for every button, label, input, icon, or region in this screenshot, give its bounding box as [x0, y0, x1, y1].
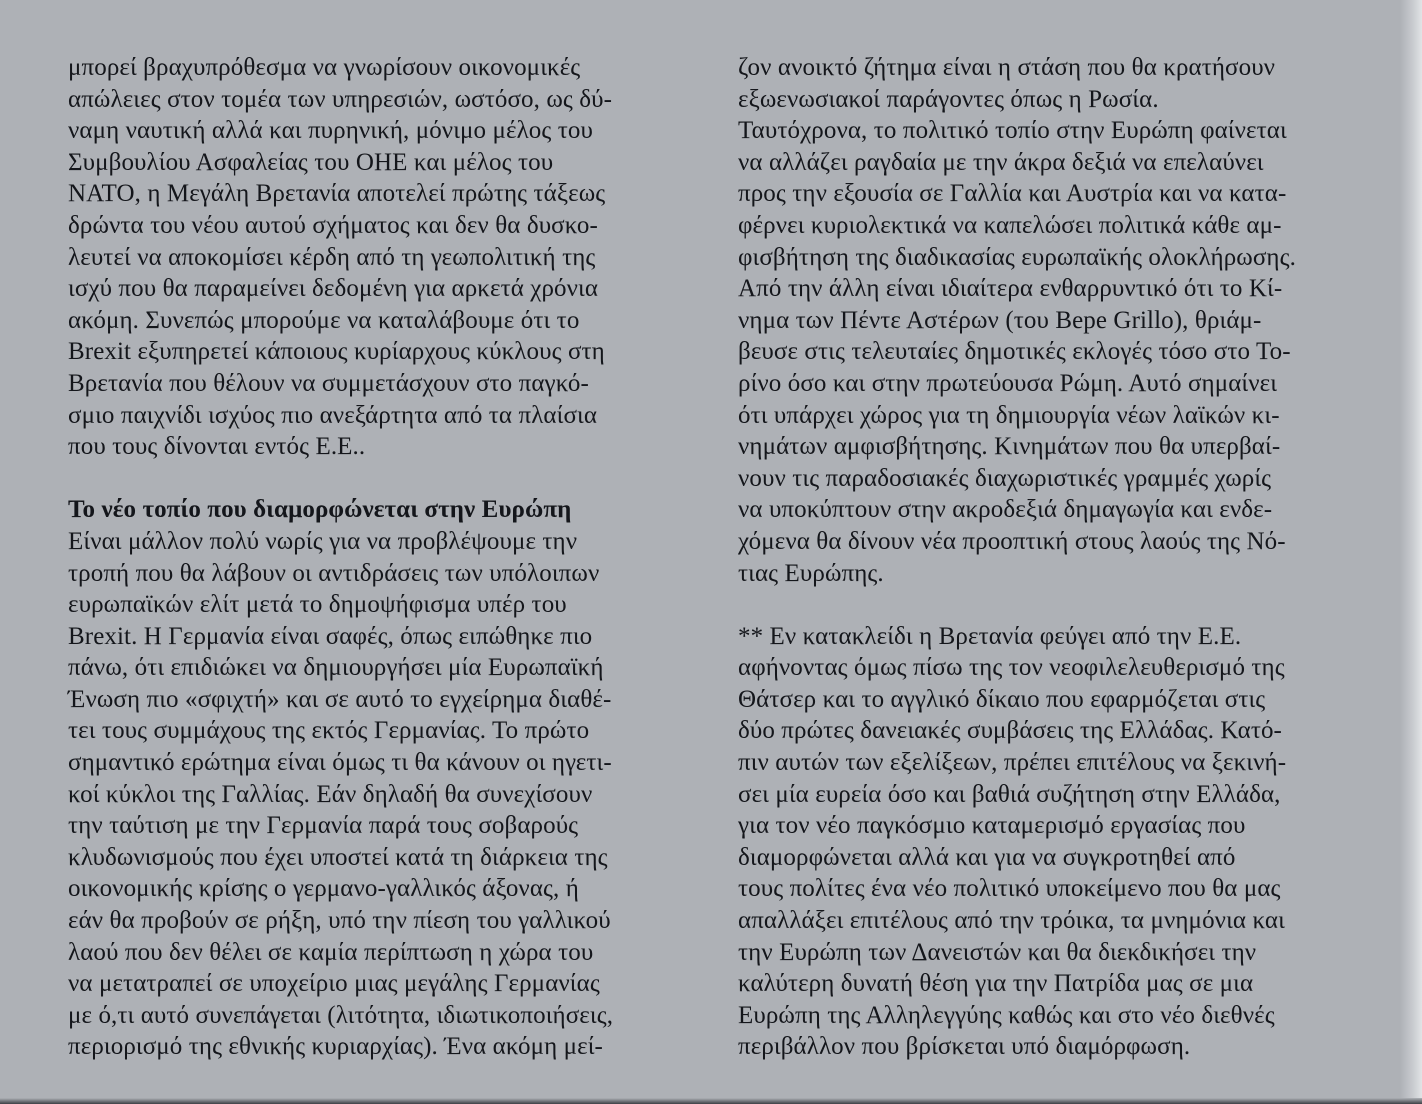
paragraph-gap	[68, 463, 698, 495]
text-line: σει μία ευρεία όσο και βαθιά συζήτηση στην Ελλάδα,	[738, 780, 1281, 808]
text-line: για τον νέο παγκόσμιο καταμερισμό εργασίας που	[738, 812, 1246, 840]
right-column	[738, 52, 1368, 1063]
text-line: χόμενα θα δίνουν νέα προοπτική στους λαούς της Νό-	[738, 527, 1286, 555]
text-line: φισβήτηση της διαδικασίας ευρωπαϊκής ολοκλήρωσης.	[738, 243, 1296, 271]
paragraph-european-landscape	[68, 526, 698, 1063]
text-line: πιν αυτών των εξελίξεων, πρέπει επιτέλους να ξεκινή-	[738, 749, 1287, 777]
text-line: δρώντα του νέου αυτού σχήματος και δεν θα δυσκο-	[68, 211, 598, 239]
text-line: ισχύ που θα παραμείνει δεδομένη για αρκετά χρόνια	[68, 275, 599, 303]
text-line: μπορεί βραχυπρόθεσμα να γνωρίσουν οικονομικές	[68, 54, 581, 81]
text-line: την Ευρώπη των Δανειστών και θα διεκδικήσει την	[738, 938, 1257, 966]
section-heading: Το νέο τοπίο που διαμορφώνεται στην Ευρώπη	[68, 496, 572, 524]
text-line: με ό,τι αυτό συνεπάγεται (λιτότητα, ιδιωτικοποιήσεις,	[68, 1001, 614, 1029]
text-line: ζον ανοικτό ζήτημα είναι η στάση που θα κρατήσουν	[738, 54, 1276, 81]
text-line: Ταυτόχρονα, το πολιτικό τοπίο στην Ευρώπη φαίνεται	[738, 117, 1287, 145]
text-line: Ένωση πιο «σφιχτή» και σε αυτό το εγχείρημα διαθέ-	[68, 685, 612, 713]
text-line: νημα των Πέντε Αστέρων (του Bepe Grillo), θριάμ-	[738, 306, 1262, 334]
text-line: απαλλάξει επιτέλους από την τρόικα, τα μνημόνια και	[738, 907, 1285, 935]
text-line: σμιο παιχνίδι ισχύος πιο ανεξάρτητα από τα πλαίσια	[68, 401, 598, 429]
text-line: ακόμη. Συνεπώς μπορούμε να καταλάβουμε ότι το	[68, 306, 580, 334]
text-line: Είναι μάλλον πολύ νωρίς για να προβλέψουμε την	[68, 527, 578, 555]
text-line: λευτεί να αποκομίσει κέρδη από τη γεωπολιτική της	[68, 243, 596, 271]
text-line: κοί κύκλοι της Γαλλίας. Εάν δηλαδή θα συνεχίσουν	[68, 780, 593, 808]
text-line: σημαντικό ερώτημα είναι όμως τι θα κάνουν οι ηγετι-	[68, 749, 612, 777]
paragraph-conclusion	[738, 621, 1368, 1063]
text-line: νουν τις παραδοσιακές διαχωριστικές γραμμές χωρίς	[738, 464, 1272, 492]
text-line: τει τους συμμάχους της εκτός Γερμανίας. Το πρώτο	[68, 717, 590, 745]
text-line: βευσε στις τελευταίες δημοτικές εκλογές τόσο στο Το-	[738, 338, 1291, 366]
text-line: Ευρώπη της Αλληλεγγύης καθώς και στο νέο διεθνές	[738, 1001, 1275, 1029]
text-line: καλύτερη δυνατή θέση για την Πατρίδα μας σε μια	[738, 970, 1254, 998]
text-line: εξωενωσιακοί παράγοντες όπως η Ρωσία.	[738, 85, 1159, 113]
text-line: διαμορφώνεται αλλά και για να συγκροτηθεί από	[738, 843, 1236, 871]
text-line: να υποκύπτουν στην ακροδεξιά δημαγωγία και ενδε-	[738, 496, 1273, 524]
text-line: αφήνοντας όμως πίσω της τον νεοφιλελευθερισμό της	[738, 654, 1285, 682]
text-line: νημάτων αμφισβήτησης. Κινημάτων που θα υπερβαί-	[738, 433, 1281, 461]
text-line: ** Εν κατακλείδι η Βρετανία φεύγει από την Ε.Ε.	[738, 622, 1242, 650]
text-line: Brexit εξυπηρετεί κάποιους κυρίαρχους κύκλους στη	[68, 338, 605, 366]
text-line: κλυδωνισμούς που έχει υποστεί κατά τη διάρκεια της	[68, 843, 608, 871]
text-line: περιορισμό της εθνικής κυριαρχίας). Ένα ακόμη μεί-	[68, 1033, 603, 1061]
text-line: προς την εξουσία σε Γαλλία και Αυστρία και να κατα-	[738, 180, 1287, 208]
text-line: οικονομικής κρίσης ο γερμανο-γαλλικός άξονας, ή	[68, 875, 579, 903]
text-line: ότι υπάρχει χώρος για τη δημιουργία νέων λαϊκών κι-	[738, 401, 1280, 429]
text-line: ΝΑΤΟ, η Μεγάλη Βρετανία αποτελεί πρώτης τάξεως	[68, 180, 606, 208]
text-line: δύο πρώτες δανειακές συμβάσεις της Ελλάδας. Κατό-	[738, 717, 1282, 745]
text-line: φέρνει κυριολεκτικά να καπελώσει πολιτικά κάθε αμ-	[738, 211, 1282, 239]
text-line: Θάτσερ και το αγγλικό δίκαιο που εφαρμόζεται στις	[738, 685, 1266, 713]
text-line: εάν θα προβούν σε ρήξη, υπό την πίεση του γαλλικού	[68, 907, 611, 935]
paragraph-political-landscape	[738, 52, 1368, 589]
page-edge-right	[1400, 0, 1422, 1104]
text-line: Brexit. Η Γερμανία είναι σαφές, όπως ειπώθηκε πιο	[68, 622, 593, 650]
text-line: να μετατραπεί σε υποχείριο μιας μεγάλης Γερμανίας	[68, 970, 600, 998]
paragraph-brexit-britain	[68, 52, 698, 463]
text-line: την ταύτιση με την Γερμανία παρά τους σοβαρούς	[68, 812, 579, 840]
text-line: ρίνο όσο και στην πρωτεύουσα Ρώμη. Αυτό σημαίνει	[738, 369, 1278, 397]
left-column	[68, 52, 698, 1063]
text-line: να αλλάζει ραγδαία με την άκρα δεξιά να επελαύνει	[738, 148, 1264, 176]
text-line: πάνω, ότι επιδιώκει να δημιουργήσει μία Ευρωπαϊκή	[68, 654, 604, 682]
text-line: λαού που δεν θέλει σε καμία περίπτωση η χώρα του	[68, 938, 594, 966]
text-line: απώλειες στον τομέα των υπηρεσιών, ωστόσο, ως δύ-	[68, 85, 613, 113]
text-line: που τους δίνονται εντός Ε.Ε..	[68, 433, 366, 461]
page-edge-bottom	[0, 1098, 1422, 1104]
text-line: ευρωπαϊκών ελίτ μετά το δημοψήφισμα υπέρ του	[68, 591, 567, 619]
text-line: Βρετανία που θέλουν να συμμετάσχουν στο παγκό-	[68, 369, 589, 397]
text-line: τροπή που θα λάβουν οι αντιδράσεις των υπόλοιπων	[68, 559, 600, 587]
text-line: Συμβουλίου Ασφαλείας του ΟΗΕ και μέλος του	[68, 148, 554, 176]
text-line: τους πολίτες ένα νέο πολιτικό υποκείμενο που θα μας	[738, 875, 1281, 903]
text-line: ναμη ναυτική αλλά και πυρηνική, μόνιμο μέλος του	[68, 117, 593, 145]
text-line: Από την άλλη είναι ιδιαίτερα ενθαρρυντικό ότι το Κί-	[738, 275, 1283, 303]
text-line: περιβάλλον που βρίσκεται υπό διαμόρφωση.	[738, 1033, 1191, 1061]
text-line: τιας Ευρώπης.	[738, 559, 884, 587]
paragraph-gap	[738, 589, 1368, 621]
